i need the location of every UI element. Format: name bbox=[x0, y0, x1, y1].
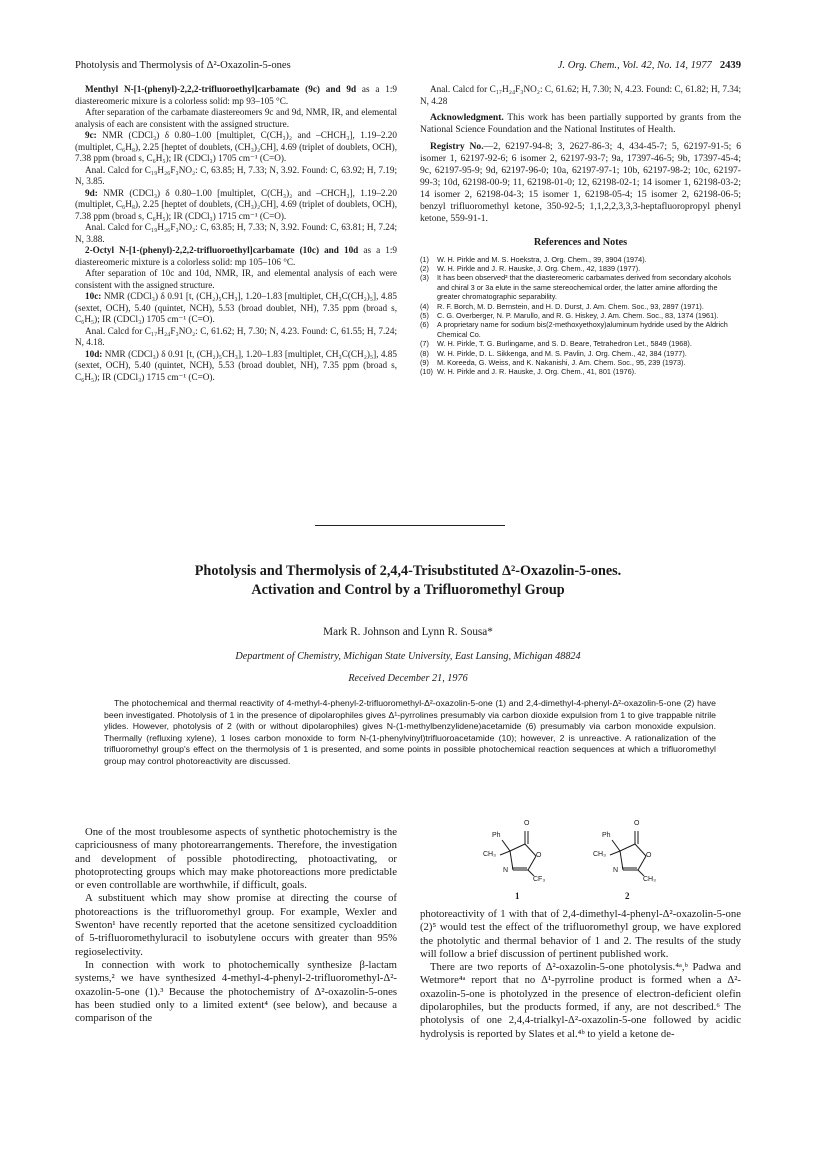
compound-number: 1 bbox=[515, 891, 520, 901]
atom-label: Ph bbox=[492, 832, 501, 839]
atom-label: CH₃ bbox=[593, 851, 606, 858]
experimental-paragraph bbox=[75, 188, 397, 223]
reference-number: (3) bbox=[420, 273, 429, 283]
reference-number: (1) bbox=[420, 254, 429, 264]
experimental-paragraph: Anal. Calcd for C₁₇H₂₄F₃NO₂: C, 61.62; H, 7.30; N, 4.23. Found: C, 61.55; H, 7.24; N, 4.18. bbox=[75, 325, 397, 347]
atom-label: CH₃ bbox=[643, 876, 656, 883]
reference-item bbox=[420, 320, 741, 339]
article-authors: Mark R. Johnson and Lynn R. Sousa* bbox=[323, 626, 493, 638]
reference-number: (9) bbox=[420, 357, 429, 367]
body-paragraph: photoreactivity of 1 with that of 2,4-dimethyl-4-phenyl-Δ²-oxazolin-5-one (2)⁵ would test the effect of the trifluoromethyl group, we have explored the photolytic and thermal behavior of 1 and 2. The results of the study will follow a brief discussion of pertinent published work. bbox=[420, 908, 741, 960]
reference-item bbox=[420, 311, 741, 320]
running-head-title: Photolysis and Thermolysis of Δ²-Oxazolin-5-ones bbox=[75, 60, 291, 71]
body-paragraph: One of the most troublesome aspects of synthetic photochemistry is the capriciousness of many photorearrangements. Therefore, the investigation and development of possible photodirecting, photoactivating, or photoprotecting groups which may make photoreactions more predictable or even controllable are worthwhile, if difficult, goals. bbox=[75, 826, 397, 892]
paragraph-text: as a 1:9 diastereomeric mixture is a colorless solid: mp 105–106 °C. bbox=[75, 245, 397, 267]
reference-text: W. H. Pirkle and J. R. Hauske, J. Org. Chem., 41, 801 (1976). bbox=[437, 367, 637, 377]
experimental-paragraph: After separation of 10c and 10d, NMR, IR, and elemental analysis of each were consistent with the assigned structure. bbox=[75, 268, 397, 290]
compound-label: 10d: bbox=[85, 348, 103, 359]
atom-label: O bbox=[634, 820, 640, 827]
compound-number: 2 bbox=[625, 891, 630, 901]
paragraph-text: as a 1:9 diastereomeric mixure is a colorless solid: mp 93–105 °C. bbox=[75, 84, 397, 106]
reference-text: C. G. Overberger, N. P. Marullo, and R. G. Hiskey, J. Am. Chem. Soc., 83, 1374 (1961). bbox=[437, 310, 719, 320]
reference-number: (4) bbox=[420, 301, 429, 311]
experimental-paragraph: Anal. Calcd for C₁₉H₂₆F₃NO₂: C, 63.85; H, 7.33; N, 3.92. Found: C, 63.92; H, 7.19; N, 3.85. bbox=[75, 164, 397, 186]
reference-item bbox=[420, 339, 741, 348]
atom-label: O bbox=[646, 852, 652, 859]
acknowledgment bbox=[420, 112, 741, 136]
atom-label: N bbox=[503, 867, 509, 874]
reference-number: (5) bbox=[420, 310, 429, 320]
reference-item bbox=[420, 273, 741, 301]
compound-heading: 2-Octyl N-[1-(phenyl)-2,2,2-trifluoroethyl]carbamate (10c) and 10d bbox=[85, 245, 359, 255]
registry-numbers bbox=[420, 141, 741, 225]
section-divider bbox=[315, 525, 505, 526]
body-paragraph: A substituent which may show promise at directing the course of photoreactions is the trifluoromethyl group. For example, Wexler and Swenton¹ have recently reported that the acetone sensitized cycloaddition of 5-trifluoromethyluracil to isobutylene occurs with greater than 95% regioselectivity. bbox=[75, 892, 397, 958]
reference-item bbox=[420, 358, 741, 367]
experimental-paragraph bbox=[75, 291, 397, 326]
journal-citation: J. Org. Chem., Vol. 42, No. 14, 1977 bbox=[557, 60, 712, 71]
compound-heading: Menthyl N-[1-(phenyl)-2,2,2-trifluoroethyl]carbamate (9c) and 9d bbox=[85, 84, 357, 94]
reference-text: R. F. Borch, M. D. Bernstein, and H. D. Durst, J. Am. Chem. Soc., 93, 2897 (1971). bbox=[437, 301, 704, 311]
reference-item bbox=[420, 302, 741, 311]
analysis-paragraph: Anal. Calcd for C₁₇H₂₄F₃NO₂: C, 61.62; H, 7.30; N, 4.23. Found: C, 61.82; H, 7.34; N, 4.28 bbox=[420, 84, 741, 106]
atom-label: O bbox=[524, 820, 530, 827]
registry-text: —2, 62197-94-8; 3, 2627-86-3; 4, 434-45-7; 5, 62197-91-5; 6 isomer 1, 62197-92-6; 6 isomer 2, 62197-93-7; 9a, 17397-46-5; 9b, 17397-45-4; 9c, 62197-95-9; 9d, 62197-96-0; 10a, 62197-97-1; 10b, 62197-98-2; 10c, 62197-99-3; 10d, 62198-00-9; 11, 62198-01-0; 12, 62198-02-1; 14 isomer 1, 62198-03-2; 14 isomer 2, 62198-04-3; 15 isomer 1, 62198-05-4; 15 isomer 2, 62198-06-5; benzyl trifluoromethyl ketone, 350-92-5; 1,1,2,2,3,3,3-heptafluoropropyl phenyl ketone, 559-91-1. bbox=[420, 141, 741, 224]
atom-label: O bbox=[536, 852, 542, 859]
atom-label: CH₃ bbox=[483, 851, 496, 858]
reference-text: W. H. Pirkle and J. R. Hauske, J. Org. Chem., 42, 1839 (1977). bbox=[437, 263, 641, 273]
chemical-structures bbox=[470, 818, 700, 903]
atom-label: CF₃ bbox=[533, 876, 546, 883]
reference-text: It has been observed² that the diastereomeric carbamates derived from secondary alcohols and chiral 3 or 3a elute in the same stereochemical order, the latter amine affording the greater chromatographic separability. bbox=[437, 273, 732, 302]
reference-number: (2) bbox=[420, 263, 429, 273]
compound-label: 9c: bbox=[85, 130, 97, 140]
body-right-column bbox=[420, 908, 741, 1041]
page-number: 2439 bbox=[719, 60, 741, 71]
reference-item bbox=[420, 255, 741, 264]
experimental-column bbox=[75, 84, 397, 383]
references-list bbox=[420, 255, 741, 377]
body-left-column bbox=[75, 826, 397, 1025]
reference-number: (8) bbox=[420, 348, 429, 358]
registry-heading: Registry No. bbox=[430, 141, 484, 152]
atom-label: N bbox=[613, 867, 619, 874]
paragraph-text: NMR (CDCl₃) δ 0.91 [t, (CH₂)₅CH₃], 1.20–1.83 [multiplet, CH₃C(CH₂)₅], 4.85 (sextet, OCH), 5.40 (quintet, NCH), 5.53 (broad doublet, NH), 7.35 ppm (broad s, C₆H₅); IR (CDCl₃) 1715 cm⁻¹ (C=O). bbox=[75, 348, 397, 382]
acknowledgment-heading: Acknowledgment. bbox=[430, 112, 504, 123]
paragraph-text: NMR (CDCl₃) δ 0.91 [t, (CH₂)₅CH₃], 1.20–1.83 [multiplet, CH₃C(CH₂)₅], 4.85 (sextet, OCH), 5.40 (quintet, NCH), 5.53 (broad doublet, NH), 7.35 ppm (broad s, C₆H₅); IR (CDCl₃) 1705 cm⁻¹ (C=O). bbox=[75, 291, 397, 324]
running-head-journal bbox=[558, 60, 741, 71]
reference-text: W. H. Pirkle, T. G. Burlingame, and S. D. Beare, Tetrahedron Let., 5849 (1968). bbox=[437, 339, 692, 349]
article-title-line: Activation and Control by a Trifluoromethyl Group bbox=[251, 582, 565, 598]
experimental-paragraph: Anal. Calcd for C₁₉H₂₆F₃NO₂: C, 63.85; H, 7.33; N, 3.92. Found: C, 63.81; H, 7.24; N, 3.88. bbox=[75, 222, 397, 244]
compound-label: 9d: bbox=[85, 187, 98, 198]
reference-item bbox=[420, 349, 741, 358]
reference-text: W. H. Pirkle, D. L. Sikkenga, and M. S. Pavlin, J. Org. Chem., 42, 384 (1977). bbox=[437, 348, 687, 358]
experimental-paragraph bbox=[75, 349, 397, 384]
acknowledgment-text: This work has been partially supported by grants from the National Science Foundation and the National Institutes of Health. bbox=[420, 112, 741, 135]
reference-text: A proprietary name for sodium bis(2-methoxyethoxy)aluminum hydride used by the Aldrich Chemical Co. bbox=[437, 320, 728, 339]
reference-item bbox=[420, 367, 741, 376]
article-affiliation: Department of Chemistry, Michigan State University, East Lansing, Michigan 48824 bbox=[235, 651, 581, 662]
reference-text: M. Koreeda, G. Weiss, and K. Nakanishi, J. Am. Chem. Soc., 95, 239 (1973). bbox=[437, 357, 686, 367]
running-head bbox=[75, 60, 741, 76]
abstract: The photochemical and thermal reactivity of 4-methyl-4-phenyl-2-trifluoromethyl-Δ²-oxazolin-5-one (1) and 2,4-dimethyl-4-phenyl-Δ²-oxazolin-5-one (2) have been investigated. Photolysis of 1 in the presence of dipolarophiles gives Δ¹-pyrrolines presumably via carbon dioxide expulsion from 1 to give trappable nitrile ylides. However, photolysis of 2 (with or without dipolarophiles) gives N-(1-methylbenzylidene)acetamide (6) presumably via carbon monoxide expulsion. Thermally (refluxing xylene), 1 loses carbon monoxide to form N-(1-phenylvinyl)trifluoroacetamide (10); however, 2 is unreactive. A rationalization of the trifluoromethyl group's effect on the thermolysis of 1 is presented, and some points in possible photochemical reaction sequences at which a trifluoromethyl group may control photoreactivity are discussed. bbox=[104, 698, 716, 766]
experimental-paragraph: After separation of the carbamate diastereomers 9c and 9d, NMR, IR, and elemental analysis of each are consistent with the assigned structure. bbox=[75, 107, 397, 129]
paragraph-text: NMR (CDCl₃) δ 0.80–1.00 [multiplet, C(CH₃)₂ and –CHCH₃], 1.19–2.20 (multiplet, C₆H₈), 2.25 [heptet of doublets, (CH₃)₂CH], 4.69 (triplet of doublets, OCH), 7.38 ppm (broad s, C₆H₅); IR (CDCl₃) 1715 cm⁻¹ (C=O). bbox=[75, 187, 397, 221]
right-column-top bbox=[420, 84, 741, 377]
reference-item bbox=[420, 264, 741, 273]
reference-number: (6) bbox=[420, 320, 429, 330]
structure-drawing bbox=[470, 818, 700, 903]
paragraph-text: NMR (CDCl₃) δ 0.80–1.00 [multiplet, C(CH₃)₂ and –CHCH₃], 1.19–2.20 (multiplet, C₆H₈), 2.25 [heptet of doublets, (CH₃)₂CH], 4.69 (triplet of doublets, OCH), 7.38 ppm (broad s, C₆H₅); IR (CDCl₃) 1705 cm⁻¹ (C=O). bbox=[75, 130, 397, 163]
reference-number: (10) bbox=[420, 367, 433, 377]
experimental-paragraph bbox=[75, 84, 397, 107]
received-date: Received December 21, 1976 bbox=[348, 673, 468, 684]
compound-label: 10c: bbox=[85, 291, 102, 301]
body-paragraph: In connection with work to photochemically synthesize β-lactam systems,² we have synthesized 4-methyl-4-phenyl-2-trifluoromethyl-Δ²-oxazolin-5-one (1).³ Because the photochemistry of Δ²-oxazolin-5-ones has been studied only to a limited extent⁴ (see below), and because a comparison of the bbox=[75, 958, 397, 1025]
references-heading: References and Notes bbox=[533, 237, 628, 248]
article-title bbox=[75, 562, 741, 600]
body-paragraph: There are two reports of Δ²-oxazolin-5-one photolysis.⁴ᵃ,ᵇ Padwa and Wetmore⁴ᵃ report that no Δ¹-pyrroline product is formed when a Δ²-oxazolin-5-one is photolyzed in the presence of electron-deficient olefin dipolarophiles, but the products formed, if any, are not described.⁶ The photolysis of one 2,4,4-trialkyl-Δ²-oxazolin-5-one followed by acidic hydrolysis is reported by Slates et al.⁴ᵇ to yield a ketone de- bbox=[420, 961, 741, 1040]
article-title-line: Photolysis and Thermolysis of 2,4,4-Trisubstituted Δ²-Oxazolin-5-ones. bbox=[194, 563, 622, 579]
reference-number: (7) bbox=[420, 339, 429, 349]
atom-label: Ph bbox=[602, 832, 611, 839]
experimental-paragraph bbox=[75, 245, 397, 268]
experimental-paragraph bbox=[75, 130, 397, 165]
reference-text: W. H. Pirkle and M. S. Hoekstra, J. Org. Chem., 39, 3904 (1974). bbox=[437, 254, 647, 264]
